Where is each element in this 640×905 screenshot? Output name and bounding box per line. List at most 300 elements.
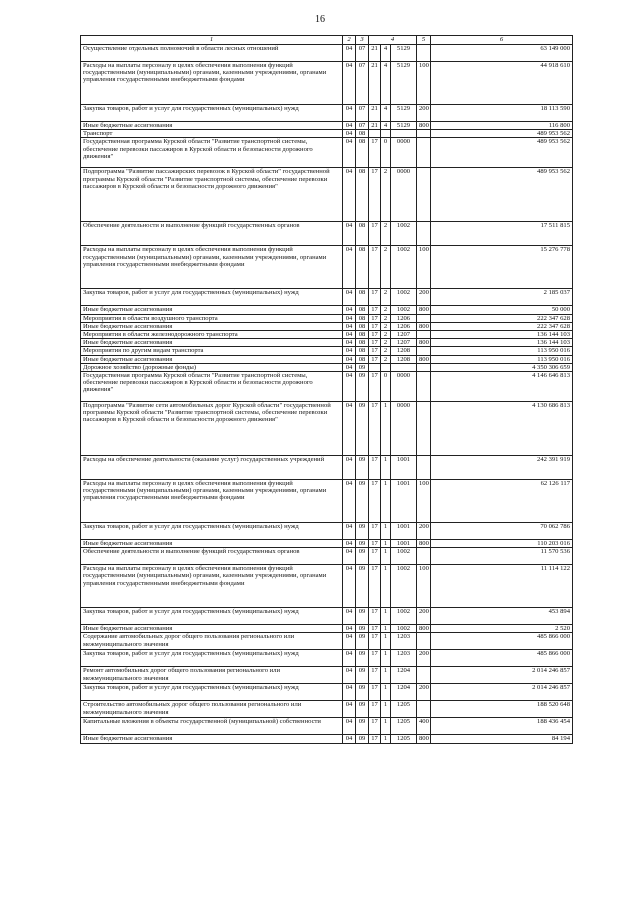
expense-type-cell: 200	[417, 523, 431, 540]
expense-type-cell	[417, 701, 431, 718]
subsection-code-cell: 09	[356, 548, 369, 565]
table-row	[81, 222, 573, 246]
section-code-cell: 04	[343, 339, 356, 347]
program-code-cell: 17	[369, 523, 381, 540]
direction-code-cell: 1002	[391, 608, 417, 625]
section-code-cell: 04	[343, 314, 356, 322]
section-code-cell: 04	[343, 540, 356, 548]
table-row	[81, 246, 573, 289]
section-code-cell: 04	[343, 701, 356, 718]
amount-cell: 222 347 628	[431, 322, 573, 330]
column-header-amount: 6	[431, 36, 573, 45]
direction-code-cell: 1001	[391, 540, 417, 548]
direction-code-cell: 1002	[391, 306, 417, 314]
subprogram-code-cell: 1	[381, 548, 391, 565]
section-code-cell: 04	[343, 372, 356, 402]
row-name-cell: Иные бюджетные ассигнования	[81, 339, 343, 347]
row-name-cell: Расходы на выплаты персоналу в целях обеспечения выполнения функций государственными (муниципальными) органами, казенными учреждениями, органами управления государственными внебюджетными фондами	[81, 565, 343, 608]
subsection-code-cell: 09	[356, 735, 369, 743]
program-code-cell: 17	[369, 456, 381, 480]
program-code-cell: 17	[369, 650, 381, 667]
direction-code-cell: 5129	[391, 122, 417, 130]
subsection-code-cell: 08	[356, 289, 369, 306]
subprogram-code-cell: 2	[381, 246, 391, 289]
row-name-cell: Расходы на выплаты персоналу в целях обеспечения выполнения функций государственными (муниципальными) органами, казенными учреждениями, органами управления государственными внебюджетными фондами	[81, 480, 343, 523]
amount-cell: 485 866 000	[431, 633, 573, 650]
amount-cell: 84 194	[431, 735, 573, 743]
direction-code-cell: 0000	[391, 138, 417, 168]
section-code-cell: 04	[343, 306, 356, 314]
program-code-cell: 17	[369, 548, 381, 565]
amount-cell: 136 144 103	[431, 339, 573, 347]
amount-cell: 188 520 648	[431, 701, 573, 718]
table-row	[81, 322, 573, 330]
row-name-cell: Дорожное хозяйство (дорожные фонды)	[81, 363, 343, 371]
subsection-code-cell: 08	[356, 306, 369, 314]
direction-code-cell: 1204	[391, 684, 417, 701]
section-code-cell: 04	[343, 62, 356, 105]
subsection-code-cell: 08	[356, 322, 369, 330]
subprogram-code-cell: 2	[381, 222, 391, 246]
section-code-cell: 04	[343, 565, 356, 608]
table-row	[81, 633, 573, 650]
program-code-cell: 17	[369, 246, 381, 289]
program-code-cell: 21	[369, 122, 381, 130]
row-name-cell: Иные бюджетные ассигнования	[81, 625, 343, 633]
row-name-cell: Закупка товаров, работ и услуг для государственных (муниципальных) нужд	[81, 523, 343, 540]
program-code-cell: 17	[369, 735, 381, 743]
subsection-code-cell: 07	[356, 45, 369, 62]
subsection-code-cell: 09	[356, 608, 369, 625]
amount-cell: 489 953 562	[431, 138, 573, 168]
subprogram-code-cell	[381, 363, 391, 371]
subsection-code-cell: 08	[356, 222, 369, 246]
subsection-code-cell: 08	[356, 168, 369, 222]
subprogram-code-cell: 4	[381, 122, 391, 130]
program-code-cell	[369, 363, 381, 371]
subsection-code-cell: 08	[356, 331, 369, 339]
table-row	[81, 122, 573, 130]
expense-type-cell: 200	[417, 650, 431, 667]
table-row	[81, 355, 573, 363]
subsection-code-cell: 09	[356, 480, 369, 523]
direction-code-cell: 1002	[391, 548, 417, 565]
subprogram-code-cell: 2	[381, 355, 391, 363]
section-code-cell: 04	[343, 347, 356, 355]
table-row	[81, 735, 573, 743]
expense-type-cell: 800	[417, 322, 431, 330]
amount-cell: 11 570 536	[431, 548, 573, 565]
subsection-code-cell: 09	[356, 363, 369, 371]
direction-code-cell: 1002	[391, 565, 417, 608]
section-code-cell: 04	[343, 122, 356, 130]
program-code-cell: 17	[369, 347, 381, 355]
program-code-cell	[369, 130, 381, 138]
section-code-cell: 04	[343, 289, 356, 306]
expense-type-cell: 100	[417, 246, 431, 289]
subprogram-code-cell: 4	[381, 62, 391, 105]
row-name-cell: Закупка товаров, работ и услуг для государственных (муниципальных) нужд	[81, 684, 343, 701]
subsection-code-cell: 09	[356, 718, 369, 735]
section-code-cell: 04	[343, 548, 356, 565]
table-row	[81, 684, 573, 701]
section-code-cell: 04	[343, 331, 356, 339]
row-name-cell: Расходы на обеспечение деятельности (оказание услуг) государственных учреждений	[81, 456, 343, 480]
amount-cell: 2 014 246 857	[431, 667, 573, 684]
table-row	[81, 480, 573, 523]
subsection-code-cell: 08	[356, 314, 369, 322]
program-code-cell: 17	[369, 633, 381, 650]
expense-type-cell	[417, 372, 431, 402]
expense-type-cell	[417, 130, 431, 138]
amount-cell: 4 130 686 813	[431, 402, 573, 456]
section-code-cell: 04	[343, 650, 356, 667]
program-code-cell: 17	[369, 289, 381, 306]
direction-code-cell: 1002	[391, 289, 417, 306]
subprogram-code-cell: 2	[381, 306, 391, 314]
section-code-cell: 04	[343, 735, 356, 743]
section-code-cell: 04	[343, 608, 356, 625]
amount-cell: 489 953 562	[431, 130, 573, 138]
amount-cell: 4 146 646 813	[431, 372, 573, 402]
subprogram-code-cell: 2	[381, 289, 391, 306]
amount-cell: 17 511 815	[431, 222, 573, 246]
expense-type-cell	[417, 667, 431, 684]
subsection-code-cell: 08	[356, 355, 369, 363]
subsection-code-cell: 09	[356, 523, 369, 540]
table-row	[81, 548, 573, 565]
program-code-cell: 17	[369, 339, 381, 347]
subprogram-code-cell: 2	[381, 339, 391, 347]
direction-code-cell	[391, 130, 417, 138]
subsection-code-cell: 08	[356, 130, 369, 138]
table-row	[81, 701, 573, 718]
expense-type-cell	[417, 331, 431, 339]
column-header-name: 1	[81, 36, 343, 45]
row-name-cell: Иные бюджетные ассигнования	[81, 322, 343, 330]
table-row	[81, 363, 573, 371]
program-code-cell: 17	[369, 314, 381, 322]
section-code-cell: 04	[343, 246, 356, 289]
expense-type-cell	[417, 314, 431, 322]
amount-cell: 485 866 000	[431, 650, 573, 667]
table-row	[81, 667, 573, 684]
program-code-cell: 21	[369, 62, 381, 105]
amount-cell: 11 114 122	[431, 565, 573, 608]
subprogram-code-cell: 2	[381, 347, 391, 355]
direction-code-cell: 1208	[391, 347, 417, 355]
table-row	[81, 130, 573, 138]
subprogram-code-cell: 1	[381, 718, 391, 735]
program-code-cell: 17	[369, 331, 381, 339]
direction-code-cell: 1206	[391, 314, 417, 322]
section-code-cell: 04	[343, 322, 356, 330]
expense-type-cell: 800	[417, 625, 431, 633]
amount-cell: 242 391 919	[431, 456, 573, 480]
row-name-cell: Мероприятия по другим видам транспорта	[81, 347, 343, 355]
section-code-cell: 04	[343, 480, 356, 523]
subsection-code-cell: 09	[356, 565, 369, 608]
subsection-code-cell: 07	[356, 105, 369, 122]
subprogram-code-cell: 1	[381, 480, 391, 523]
row-name-cell: Закупка товаров, работ и услуг для государственных (муниципальных) нужд	[81, 289, 343, 306]
row-name-cell: Содержание автомобильных дорог общего пользования регионального или межмуниципального значения	[81, 633, 343, 650]
amount-cell: 136 144 103	[431, 331, 573, 339]
subsection-code-cell: 09	[356, 633, 369, 650]
subsection-code-cell: 09	[356, 684, 369, 701]
subprogram-code-cell: 1	[381, 625, 391, 633]
expense-type-cell	[417, 45, 431, 62]
subsection-code-cell: 09	[356, 667, 369, 684]
subprogram-code-cell: 1	[381, 735, 391, 743]
program-code-cell: 17	[369, 608, 381, 625]
subsection-code-cell: 09	[356, 402, 369, 456]
amount-cell: 50 000	[431, 306, 573, 314]
subsection-code-cell: 08	[356, 339, 369, 347]
expense-type-cell	[417, 402, 431, 456]
row-name-cell: Мероприятия в области железнодорожного транспорта	[81, 331, 343, 339]
row-name-cell: Иные бюджетные ассигнования	[81, 306, 343, 314]
program-code-cell: 17	[369, 540, 381, 548]
table-row	[81, 718, 573, 735]
subsection-code-cell: 08	[356, 138, 369, 168]
amount-cell: 113 950 016	[431, 355, 573, 363]
row-name-cell: Расходы на выплаты персоналу в целях обеспечения выполнения функций государственными (муниципальными) органами, казенными учреждениями, органами управления государственными внебюджетными фондами	[81, 62, 343, 105]
subsection-code-cell: 09	[356, 540, 369, 548]
subprogram-code-cell: 4	[381, 45, 391, 62]
budget-table	[80, 35, 573, 744]
table-row	[81, 608, 573, 625]
table-row	[81, 372, 573, 402]
table-row	[81, 306, 573, 314]
direction-code-cell: 5129	[391, 62, 417, 105]
program-code-cell: 17	[369, 402, 381, 456]
row-name-cell: Иные бюджетные ассигнования	[81, 735, 343, 743]
section-code-cell: 04	[343, 45, 356, 62]
amount-cell: 2 185 037	[431, 289, 573, 306]
expense-type-cell	[417, 168, 431, 222]
expense-type-cell: 400	[417, 718, 431, 735]
subsection-code-cell: 08	[356, 347, 369, 355]
subsection-code-cell: 08	[356, 246, 369, 289]
direction-code-cell: 1002	[391, 625, 417, 633]
amount-cell: 113 950 016	[431, 347, 573, 355]
expense-type-cell: 200	[417, 684, 431, 701]
row-name-cell: Строительство автомобильных дорог общего пользования регионального или межмуниципального значения	[81, 701, 343, 718]
direction-code-cell: 1203	[391, 650, 417, 667]
direction-code-cell: 1205	[391, 701, 417, 718]
program-code-cell: 17	[369, 480, 381, 523]
direction-code-cell: 1204	[391, 667, 417, 684]
expense-type-cell: 200	[417, 608, 431, 625]
row-name-cell: Иные бюджетные ассигнования	[81, 355, 343, 363]
program-code-cell: 17	[369, 138, 381, 168]
amount-cell: 44 918 610	[431, 62, 573, 105]
expense-type-cell: 800	[417, 540, 431, 548]
subprogram-code-cell: 1	[381, 402, 391, 456]
subprogram-code-cell: 1	[381, 540, 391, 548]
subsection-code-cell: 09	[356, 372, 369, 402]
direction-code-cell: 1208	[391, 355, 417, 363]
direction-code-cell: 5129	[391, 45, 417, 62]
direction-code-cell: 0000	[391, 168, 417, 222]
expense-type-cell	[417, 363, 431, 371]
program-code-cell: 17	[369, 718, 381, 735]
section-code-cell: 04	[343, 168, 356, 222]
direction-code-cell	[391, 363, 417, 371]
row-name-cell: Ремонт автомобильных дорог общего пользования регионального или межмуниципального значения	[81, 667, 343, 684]
direction-code-cell: 1001	[391, 523, 417, 540]
amount-cell: 62 126 117	[431, 480, 573, 523]
row-name-cell: Закупка товаров, работ и услуг для государственных (муниципальных) нужд	[81, 105, 343, 122]
expense-type-cell: 200	[417, 289, 431, 306]
program-code-cell: 17	[369, 306, 381, 314]
table-row	[81, 650, 573, 667]
amount-cell: 116 800	[431, 122, 573, 130]
subprogram-code-cell: 1	[381, 684, 391, 701]
program-code-cell: 17	[369, 667, 381, 684]
table-row	[81, 331, 573, 339]
row-name-cell: Обеспечение деятельности и выполнение функций государственных органов	[81, 548, 343, 565]
row-name-cell: Подпрограмма "Развитие пассажирских перевозок в Курской области" государственной программы Курской области "Развитие транспортной системы, обеспечение перевозки пассажиров в Курской области и безопасности дорожного движения"	[81, 168, 343, 222]
table-row	[81, 347, 573, 355]
expense-type-cell: 800	[417, 355, 431, 363]
subprogram-code-cell: 1	[381, 565, 391, 608]
expense-type-cell	[417, 222, 431, 246]
section-code-cell: 04	[343, 456, 356, 480]
subprogram-code-cell: 1	[381, 701, 391, 718]
direction-code-cell: 1205	[391, 718, 417, 735]
section-code-cell: 04	[343, 633, 356, 650]
column-header-subsection: 3	[356, 36, 369, 45]
expense-type-cell	[417, 633, 431, 650]
amount-cell: 70 062 786	[431, 523, 573, 540]
amount-cell: 2 014 246 857	[431, 684, 573, 701]
table-row	[81, 339, 573, 347]
program-code-cell: 17	[369, 372, 381, 402]
table-row	[81, 314, 573, 322]
table-row	[81, 540, 573, 548]
section-code-cell: 04	[343, 718, 356, 735]
program-code-cell: 21	[369, 105, 381, 122]
program-code-cell: 17	[369, 625, 381, 633]
direction-code-cell: 1206	[391, 322, 417, 330]
amount-cell: 188 436 454	[431, 718, 573, 735]
row-name-cell: Закупка товаров, работ и услуг для государственных (муниципальных) нужд	[81, 608, 343, 625]
subsection-code-cell: 09	[356, 650, 369, 667]
row-name-cell: Капитальные вложения в объекты государственной (муниципальной) собственности	[81, 718, 343, 735]
subprogram-code-cell: 2	[381, 322, 391, 330]
column-header-target-item: 4	[369, 36, 417, 45]
direction-code-cell: 1002	[391, 222, 417, 246]
subprogram-code-cell: 1	[381, 667, 391, 684]
table-row	[81, 168, 573, 222]
direction-code-cell: 0000	[391, 402, 417, 456]
amount-cell: 489 953 562	[431, 168, 573, 222]
row-name-cell: Иные бюджетные ассигнования	[81, 122, 343, 130]
table-body	[81, 45, 573, 744]
table-row	[81, 45, 573, 62]
subsection-code-cell: 09	[356, 701, 369, 718]
table-row	[81, 456, 573, 480]
section-code-cell: 04	[343, 105, 356, 122]
program-code-cell: 17	[369, 565, 381, 608]
section-code-cell: 04	[343, 363, 356, 371]
subprogram-code-cell: 1	[381, 650, 391, 667]
subprogram-code-cell: 0	[381, 138, 391, 168]
row-name-cell: Расходы на выплаты персоналу в целях обеспечения выполнения функций государственными (муниципальными) органами, казенными учреждениями, органами управления государственными внебюджетными фондами	[81, 246, 343, 289]
amount-cell: 222 347 628	[431, 314, 573, 322]
subsection-code-cell: 07	[356, 62, 369, 105]
section-code-cell: 04	[343, 523, 356, 540]
section-code-cell: 04	[343, 667, 356, 684]
table-row	[81, 625, 573, 633]
section-code-cell: 04	[343, 684, 356, 701]
row-name-cell: Государственная программа Курской области "Развитие транспортной системы, обеспечение перевозки пассажиров в Курской области и безопасности дорожного движения"	[81, 372, 343, 402]
expense-type-cell: 100	[417, 62, 431, 105]
program-code-cell: 21	[369, 45, 381, 62]
direction-code-cell: 1207	[391, 339, 417, 347]
section-code-cell: 04	[343, 402, 356, 456]
direction-code-cell: 0000	[391, 372, 417, 402]
table-row	[81, 289, 573, 306]
section-code-cell: 04	[343, 130, 356, 138]
subprogram-code-cell: 2	[381, 331, 391, 339]
program-code-cell: 17	[369, 355, 381, 363]
subprogram-code-cell: 2	[381, 168, 391, 222]
row-name-cell: Осуществление отдельных полномочий в области лесных отношений	[81, 45, 343, 62]
subprogram-code-cell: 4	[381, 105, 391, 122]
row-name-cell: Иные бюджетные ассигнования	[81, 540, 343, 548]
table-row	[81, 62, 573, 105]
expense-type-cell	[417, 456, 431, 480]
expense-type-cell: 800	[417, 339, 431, 347]
amount-cell: 63 149 000	[431, 45, 573, 62]
page-number: 16	[315, 14, 325, 25]
table-row	[81, 138, 573, 168]
amount-cell: 4 350 306 659	[431, 363, 573, 371]
subprogram-code-cell: 2	[381, 314, 391, 322]
row-name-cell: Закупка товаров, работ и услуг для государственных (муниципальных) нужд	[81, 650, 343, 667]
amount-cell: 453 894	[431, 608, 573, 625]
program-code-cell: 17	[369, 701, 381, 718]
expense-type-cell	[417, 138, 431, 168]
expense-type-cell: 800	[417, 122, 431, 130]
column-header-expense-type: 5	[417, 36, 431, 45]
section-code-cell: 04	[343, 625, 356, 633]
expense-type-cell	[417, 548, 431, 565]
direction-code-cell: 5129	[391, 105, 417, 122]
subprogram-code-cell: 1	[381, 633, 391, 650]
expense-type-cell: 800	[417, 735, 431, 743]
program-code-cell: 17	[369, 168, 381, 222]
section-code-cell: 04	[343, 355, 356, 363]
table-header-row	[81, 36, 573, 45]
amount-cell: 2 520	[431, 625, 573, 633]
subsection-code-cell: 07	[356, 122, 369, 130]
subprogram-code-cell	[381, 130, 391, 138]
direction-code-cell: 1002	[391, 246, 417, 289]
direction-code-cell: 1207	[391, 331, 417, 339]
subprogram-code-cell: 1	[381, 608, 391, 625]
direction-code-cell: 1001	[391, 480, 417, 523]
subsection-code-cell: 09	[356, 625, 369, 633]
section-code-cell: 04	[343, 222, 356, 246]
subsection-code-cell: 09	[356, 456, 369, 480]
direction-code-cell: 1203	[391, 633, 417, 650]
table-row	[81, 565, 573, 608]
subprogram-code-cell: 0	[381, 372, 391, 402]
